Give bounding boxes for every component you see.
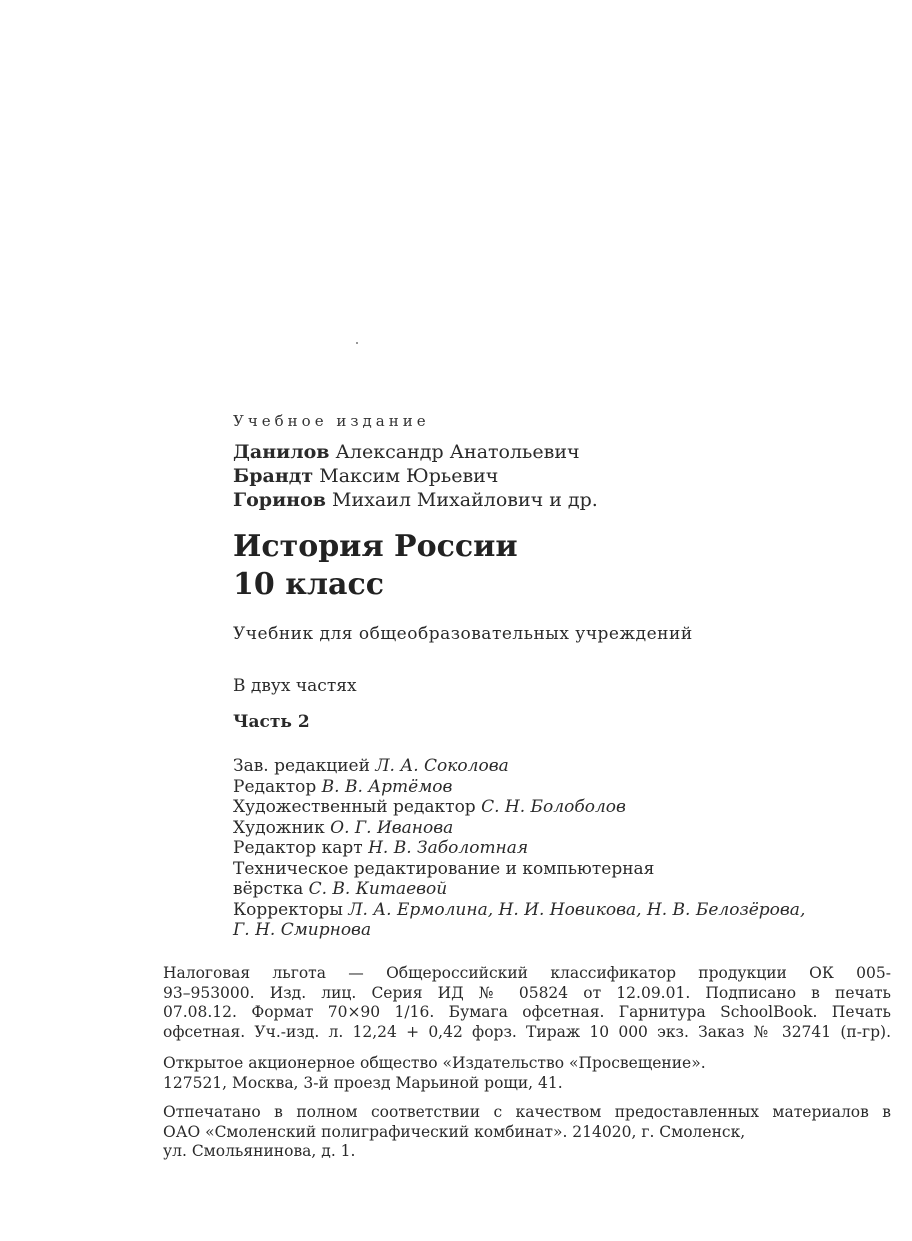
author-line (233, 464, 893, 488)
credit-line (233, 797, 893, 818)
credit-person: С. В. Китаевой (308, 879, 448, 899)
author-surname: Горинов (233, 489, 326, 511)
credit-role: Художник (233, 817, 325, 838)
part-number: Часть 2 (233, 712, 310, 732)
author-line (233, 440, 893, 464)
imprint-tax-info (163, 964, 891, 1042)
author-surname: Брандт (233, 465, 314, 487)
imprint-line: офсетная. Уч.-изд. л. 12,24 + 0,42 форз. Тираж 10 000 экз. Заказ № 32741 (п-гр). (163, 1022, 891, 1041)
credit-line (233, 818, 893, 839)
credit-line (233, 879, 893, 900)
edition-type: Учебное издание (233, 412, 430, 430)
credit-person: В. В. Артёмов (321, 776, 453, 797)
imprint-publisher (163, 1054, 891, 1093)
credit-person: Л. А. Соколова (375, 756, 509, 776)
credit-person: Л. А. Ермолина, Н. И. Новикова, Н. В. Белозёрова, (348, 899, 806, 920)
print-speck (356, 342, 358, 344)
credit-line (233, 859, 893, 880)
imprint-line: 127521, Москва, 3-й проезд Марьиной рощи, 41. (163, 1073, 563, 1092)
credit-role: Техническое редактирование и компьютерная (233, 858, 655, 879)
parts-note: В двух частях (233, 676, 357, 696)
author-line (233, 488, 893, 512)
imprint-line: 07.08.12. Формат 70×90 1/16. Бумага офсетная. Гарнитура SchoolBook. Печать (163, 1003, 891, 1021)
credit-line (233, 920, 893, 941)
imprint-printer (163, 1103, 891, 1162)
credit-person: Г. Н. Смирнова (233, 920, 372, 940)
author-name: Михаил Михайлович и др. (332, 489, 598, 511)
author-surname: Данилов (233, 441, 330, 463)
imprint-line: 93–953000. Изд. лиц. Серия ИД № 05824 от 12.09.01. Подписано в печать (163, 983, 891, 1002)
credit-line (233, 777, 893, 798)
book-title (233, 528, 893, 604)
credit-role: Художественный редактор (233, 797, 476, 817)
title-grade: 10 класс (233, 567, 384, 602)
imprint-line: ОАО «Смоленский полиграфический комбинат». 214020, г. Смоленск, (163, 1122, 746, 1141)
book-subtitle: Учебник для общеобразовательных учреждений (233, 624, 693, 644)
credit-line (233, 838, 893, 859)
imprint-line: Открытое акционерное общество «Издательство «Просвещение». (163, 1054, 706, 1072)
imprint-line: Отпечатано в полном соответствии с качеством предоставленных материалов в (163, 1103, 891, 1121)
credit-line (233, 900, 893, 921)
credit-role: вёрстка (233, 879, 304, 899)
credit-role: Зав. редакцией (233, 756, 370, 776)
imprint-line: Налоговая льгота — Общероссийский классификатор продукции ОК 005- (163, 964, 891, 982)
authors-list (233, 440, 893, 512)
credit-person: О. Г. Иванова (330, 817, 454, 838)
credits-list (233, 756, 893, 941)
author-name: Максим Юрьевич (319, 465, 499, 487)
imprint-line: ул. Смольянинова, д. 1. (163, 1142, 356, 1160)
credit-line (233, 756, 893, 777)
author-name: Александр Анатольевич (335, 441, 580, 463)
credit-role: Корректоры (233, 899, 343, 920)
credit-person: Н. В. Заболотная (368, 838, 529, 858)
credit-person: С. Н. Болоболов (481, 797, 626, 817)
credit-role: Редактор (233, 776, 317, 797)
credit-role: Редактор карт (233, 838, 363, 858)
title-main: История России (233, 529, 518, 564)
